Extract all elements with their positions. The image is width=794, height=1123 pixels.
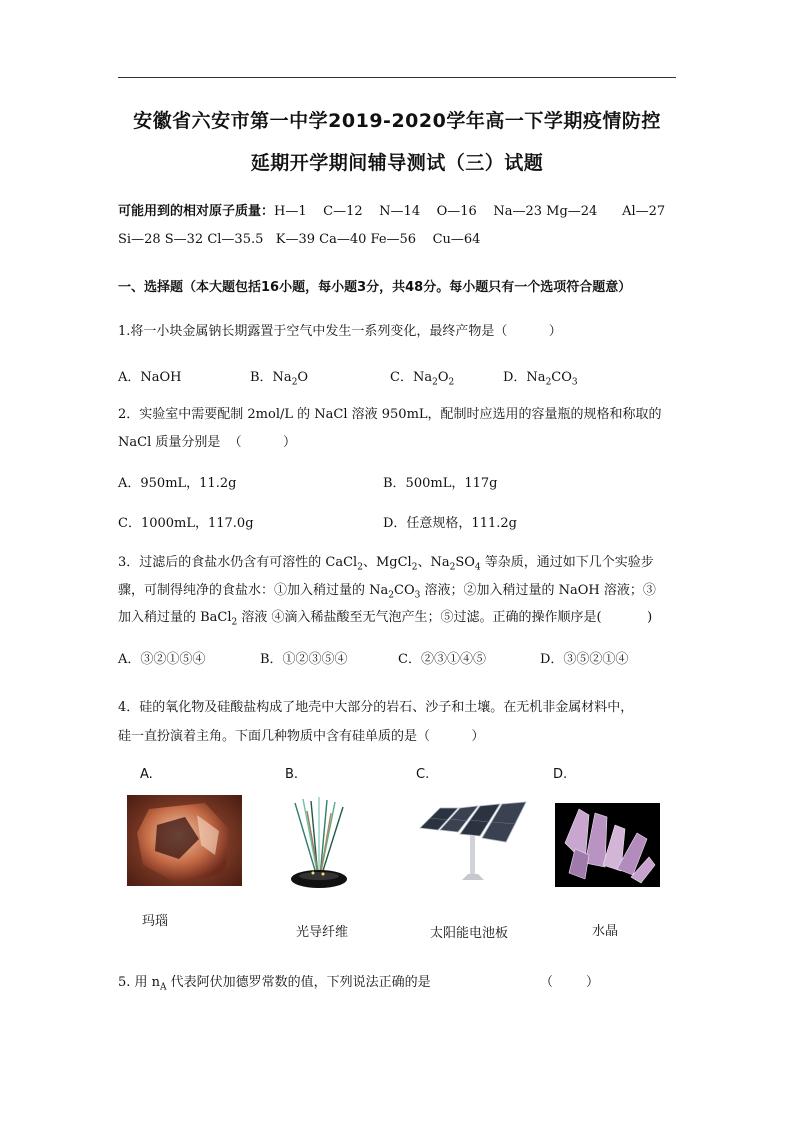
question-4-stem-line2: 硅一直扮演着主角。下面几种物质中含有硅单质的是（ ） bbox=[118, 729, 485, 744]
agate-image bbox=[127, 795, 242, 886]
crystal-image bbox=[555, 803, 660, 887]
atomic-mass-label: 可能用到的相对原子质量： bbox=[118, 204, 275, 219]
atomic-mass-line2: Si—28 S—32 Cl—35.5 K—39 Ca—40 Fe—56 Cu—64 bbox=[118, 232, 481, 247]
atomic-mass-values: H—1 C—12 N—14 O—16 Na—23 Mg—24 Al—27 bbox=[274, 204, 666, 219]
question-3-stem-line3: 加入稍过量的 BaCl$_2$ 溶液 ④滴入稀盐酸至无气泡产生；⑤过滤。正确的操作顺序是( ) bbox=[118, 610, 653, 628]
q2-option-b: B．500mL，117g bbox=[383, 476, 498, 491]
q4-option-d-letter: D. bbox=[553, 767, 568, 782]
q4-option-b-letter: B. bbox=[285, 767, 299, 782]
question-5-stem: 5. 用 $n_A$ 代表阿伏加德罗常数的值，下列说法正确的是 bbox=[118, 975, 431, 993]
q2-option-d: D．任意规格，111.2g bbox=[383, 516, 517, 531]
q4-caption-c: 太阳能电池板 bbox=[430, 926, 509, 941]
page-title-line1: 安徽省六安市第一中学2019-2020学年高一下学期疫情防控 bbox=[133, 110, 661, 132]
question-2-stem-line1: 2．实验室中需要配制 2mol/L 的 NaCl 溶液 950mL，配制时应选用的容量瓶的规格和称取的 bbox=[118, 407, 662, 422]
q1-option-d: D．$Na_2CO_3$ bbox=[503, 370, 578, 388]
q2-option-c: C．1000mL，117.0g bbox=[118, 516, 254, 531]
q4-caption-d: 水晶 bbox=[592, 924, 619, 939]
q1-option-a: A．NaOH bbox=[118, 370, 182, 385]
question-3-stem-line2: 骤，可制得纯净的食盐水：①加入稍过量的 $Na_2CO_3$ 溶液；②加入稍过量的 NaOH 溶液；③ bbox=[118, 583, 656, 601]
q4-caption-b: 光导纤维 bbox=[296, 925, 349, 940]
optical-fiber-image bbox=[283, 797, 353, 890]
q1-option-c: C．$Na_2O_2$ bbox=[390, 370, 455, 388]
q4-option-c-letter: C. bbox=[416, 767, 430, 782]
question-3-stem-line1: 3．过滤后的食盐水仍含有可溶性的 CaCl$_2$、MgCl$_2$、$Na_2SO_4$ 等杂质，通过如下几个实验步 bbox=[118, 555, 654, 573]
question-5-answer-paren: （ ） bbox=[540, 975, 600, 990]
page-title-line2: 延期开学期间辅导测试（三）试题 bbox=[250, 152, 544, 174]
question-1-options bbox=[0, 366, 794, 386]
q3-option-d: D．③⑤②①④ bbox=[540, 652, 629, 667]
question-4-stem-line1: 4．硅的氧化物及硅酸盐构成了地壳中大部分的岩石、沙子和土壤。在无机非金属材料中， bbox=[118, 700, 634, 715]
header-rule bbox=[118, 77, 676, 78]
atomic-mass-line1 bbox=[118, 200, 665, 219]
solar-panel-image bbox=[418, 800, 530, 884]
q4-option-a-letter: A. bbox=[140, 767, 153, 782]
q3-option-c: C．②③①④⑤ bbox=[398, 652, 486, 667]
q3-option-b: B．①②③⑤④ bbox=[260, 652, 348, 667]
question-2-stem-line2: NaCl 质量分别是 （ ） bbox=[118, 435, 296, 450]
q1-option-b: B．$Na_2O$ bbox=[250, 370, 309, 388]
q4-caption-a: 玛瑙 bbox=[142, 914, 169, 929]
q3-option-a: A．③②①⑤④ bbox=[118, 652, 206, 667]
q2-option-a: A．950mL，11.2g bbox=[118, 476, 237, 491]
section-heading: 一、选择题（本大题包括16小题，每小题3分，共48分。每小题只有一个选项符合题意） bbox=[118, 280, 632, 295]
question-1-stem: 1.将一小块金属钠长期露置于空气中发生一系列变化，最终产物是（ ） bbox=[118, 324, 562, 339]
